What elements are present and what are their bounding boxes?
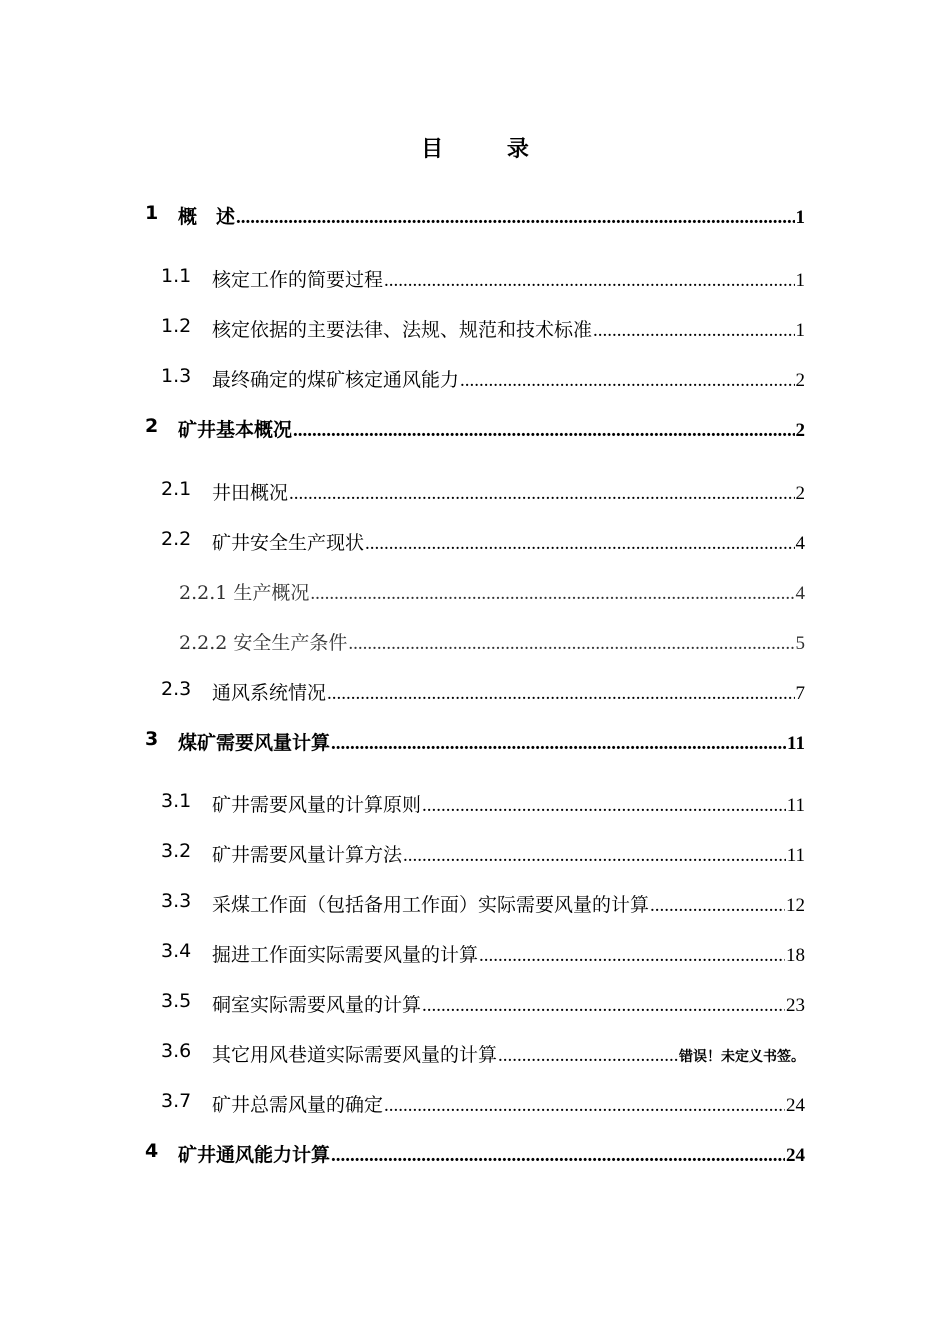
dot-leader [403,845,786,867]
dot-leader [365,533,794,555]
dot-leader [593,320,794,342]
toc-entry-number: 2 [145,415,159,437]
toc-entry-4[interactable] [0,1140,950,1170]
toc-entry-label: 核定工作的简要过程 [212,269,384,291]
dot-leader [479,945,785,967]
toc-entry-2-1[interactable] [0,478,950,508]
toc-entry-label: 煤矿需要风量计算 [178,732,331,754]
toc-entry-page: 11 [787,733,805,754]
toc-entry-label: 其它用风巷道实际需要风量的计算 [212,1044,498,1066]
toc-entry-label: 最终确定的煤矿核定通风能力 [212,369,460,391]
toc-entry-label: 矿井安全生产现状 [212,532,365,554]
toc-entry-number: 2.1 [161,478,192,500]
toc-entry-3-6[interactable] [0,1040,950,1070]
dot-leader [384,1095,785,1117]
dot-leader [310,583,794,605]
dot-leader [422,795,786,817]
toc-title: 目 录 [421,137,557,162]
toc-entry-number: 1.3 [161,365,192,387]
toc-entry-page-error: 错误！未定义书签。 [679,1050,805,1065]
toc-entry-number: 3 [145,728,159,750]
toc-entry-page: 4 [795,533,805,554]
toc-entry-3-2[interactable] [0,840,950,870]
toc-entry-label: 矿井需要风量计算方法 [212,844,403,866]
toc-entry-number: 3.6 [161,1040,192,1062]
toc-entry-label: 2.2.2 安全生产条件 [179,632,348,654]
dot-leader [293,420,794,442]
toc-entry-number: 1 [145,202,159,224]
toc-entry-3-7[interactable] [0,1090,950,1120]
toc-entry-label: 矿井基本概况 [178,419,293,441]
dot-leader [331,733,786,755]
toc-entry-label: 矿井总需风量的确定 [212,1094,384,1116]
dot-leader [422,995,785,1017]
dot-leader [327,683,794,705]
toc-entry-page: 12 [786,895,805,916]
toc-entry-number: 3.3 [161,890,192,912]
toc-entry-page: 24 [786,1095,805,1116]
toc-entry-number: 3.4 [161,940,192,962]
toc-entry-number: 3.1 [161,790,192,812]
toc-entry-label: 通风系统情况 [212,682,327,704]
toc-entry-label: 井田概况 [212,482,289,504]
toc-entry-number: 1.2 [161,315,192,337]
toc-entry-page: 11 [786,795,805,816]
toc-entry-number: 2.3 [161,678,192,700]
toc-entry-3-4[interactable] [0,940,950,970]
toc-entry-label: 矿井需要风量的计算原则 [212,794,422,816]
toc-entry-2[interactable] [0,415,950,445]
toc-entry-label: 矿井通风能力计算 [178,1144,331,1166]
toc-entry-page: 11 [786,845,805,866]
toc-entry-label: 硐室实际需要风量的计算 [212,994,422,1016]
toc-entry-1-3[interactable] [0,365,950,395]
toc-entry-3-5[interactable] [0,990,950,1020]
toc-entry-3-1[interactable] [0,790,950,820]
toc-entry-2-2[interactable] [0,528,950,558]
toc-entry-page: 4 [795,583,805,604]
toc-entry-number: 3.7 [161,1090,192,1112]
toc-entry-number: 4 [145,1140,159,1162]
toc-entry-label: 采煤工作面（包括备用工作面）实际需要风量的计算 [212,894,650,916]
toc-entry-page: 5 [795,633,805,654]
toc-entry-page: 1 [795,320,805,341]
toc-entry-3[interactable] [0,728,950,758]
toc-entry-2-2-1[interactable] [0,578,950,608]
toc-entry-page: 18 [786,945,805,966]
toc-entry-page: 24 [786,1145,805,1166]
toc-entry-1-2[interactable] [0,315,950,345]
dot-leader [384,270,794,292]
toc-entry-number: 2.2 [161,528,192,550]
toc-entry-2-3[interactable] [0,678,950,708]
toc-entry-page: 2 [795,420,805,441]
toc-entry-label: 核定依据的主要法律、法规、规范和技术标准 [212,319,593,341]
toc-entry-label: 2.2.1 生产概况 [179,582,310,604]
dot-leader [236,207,794,229]
toc-entry-1[interactable] [0,202,950,232]
toc-entry-number: 3.2 [161,840,192,862]
toc-entry-1-1[interactable] [0,265,950,295]
dot-leader [331,1145,785,1167]
dot-leader [498,1045,678,1067]
toc-entry-page: 23 [786,995,805,1016]
toc-entry-page: 1 [795,207,805,228]
dot-leader [348,633,794,655]
toc-entry-page: 1 [795,270,805,291]
toc-entry-label: 概 述 [178,206,236,228]
toc-entry-3-3[interactable] [0,890,950,920]
dot-leader [650,895,785,917]
toc-entry-page: 2 [795,483,805,504]
toc-entry-page: 7 [795,683,805,704]
dot-leader [289,483,794,505]
toc-entry-number: 1.1 [161,265,192,287]
toc-entry-label: 掘进工作面实际需要风量的计算 [212,944,479,966]
toc-entry-page: 2 [795,370,805,391]
toc-entry-2-2-2[interactable] [0,628,950,658]
dot-leader [460,370,794,392]
toc-entry-number: 3.5 [161,990,192,1012]
